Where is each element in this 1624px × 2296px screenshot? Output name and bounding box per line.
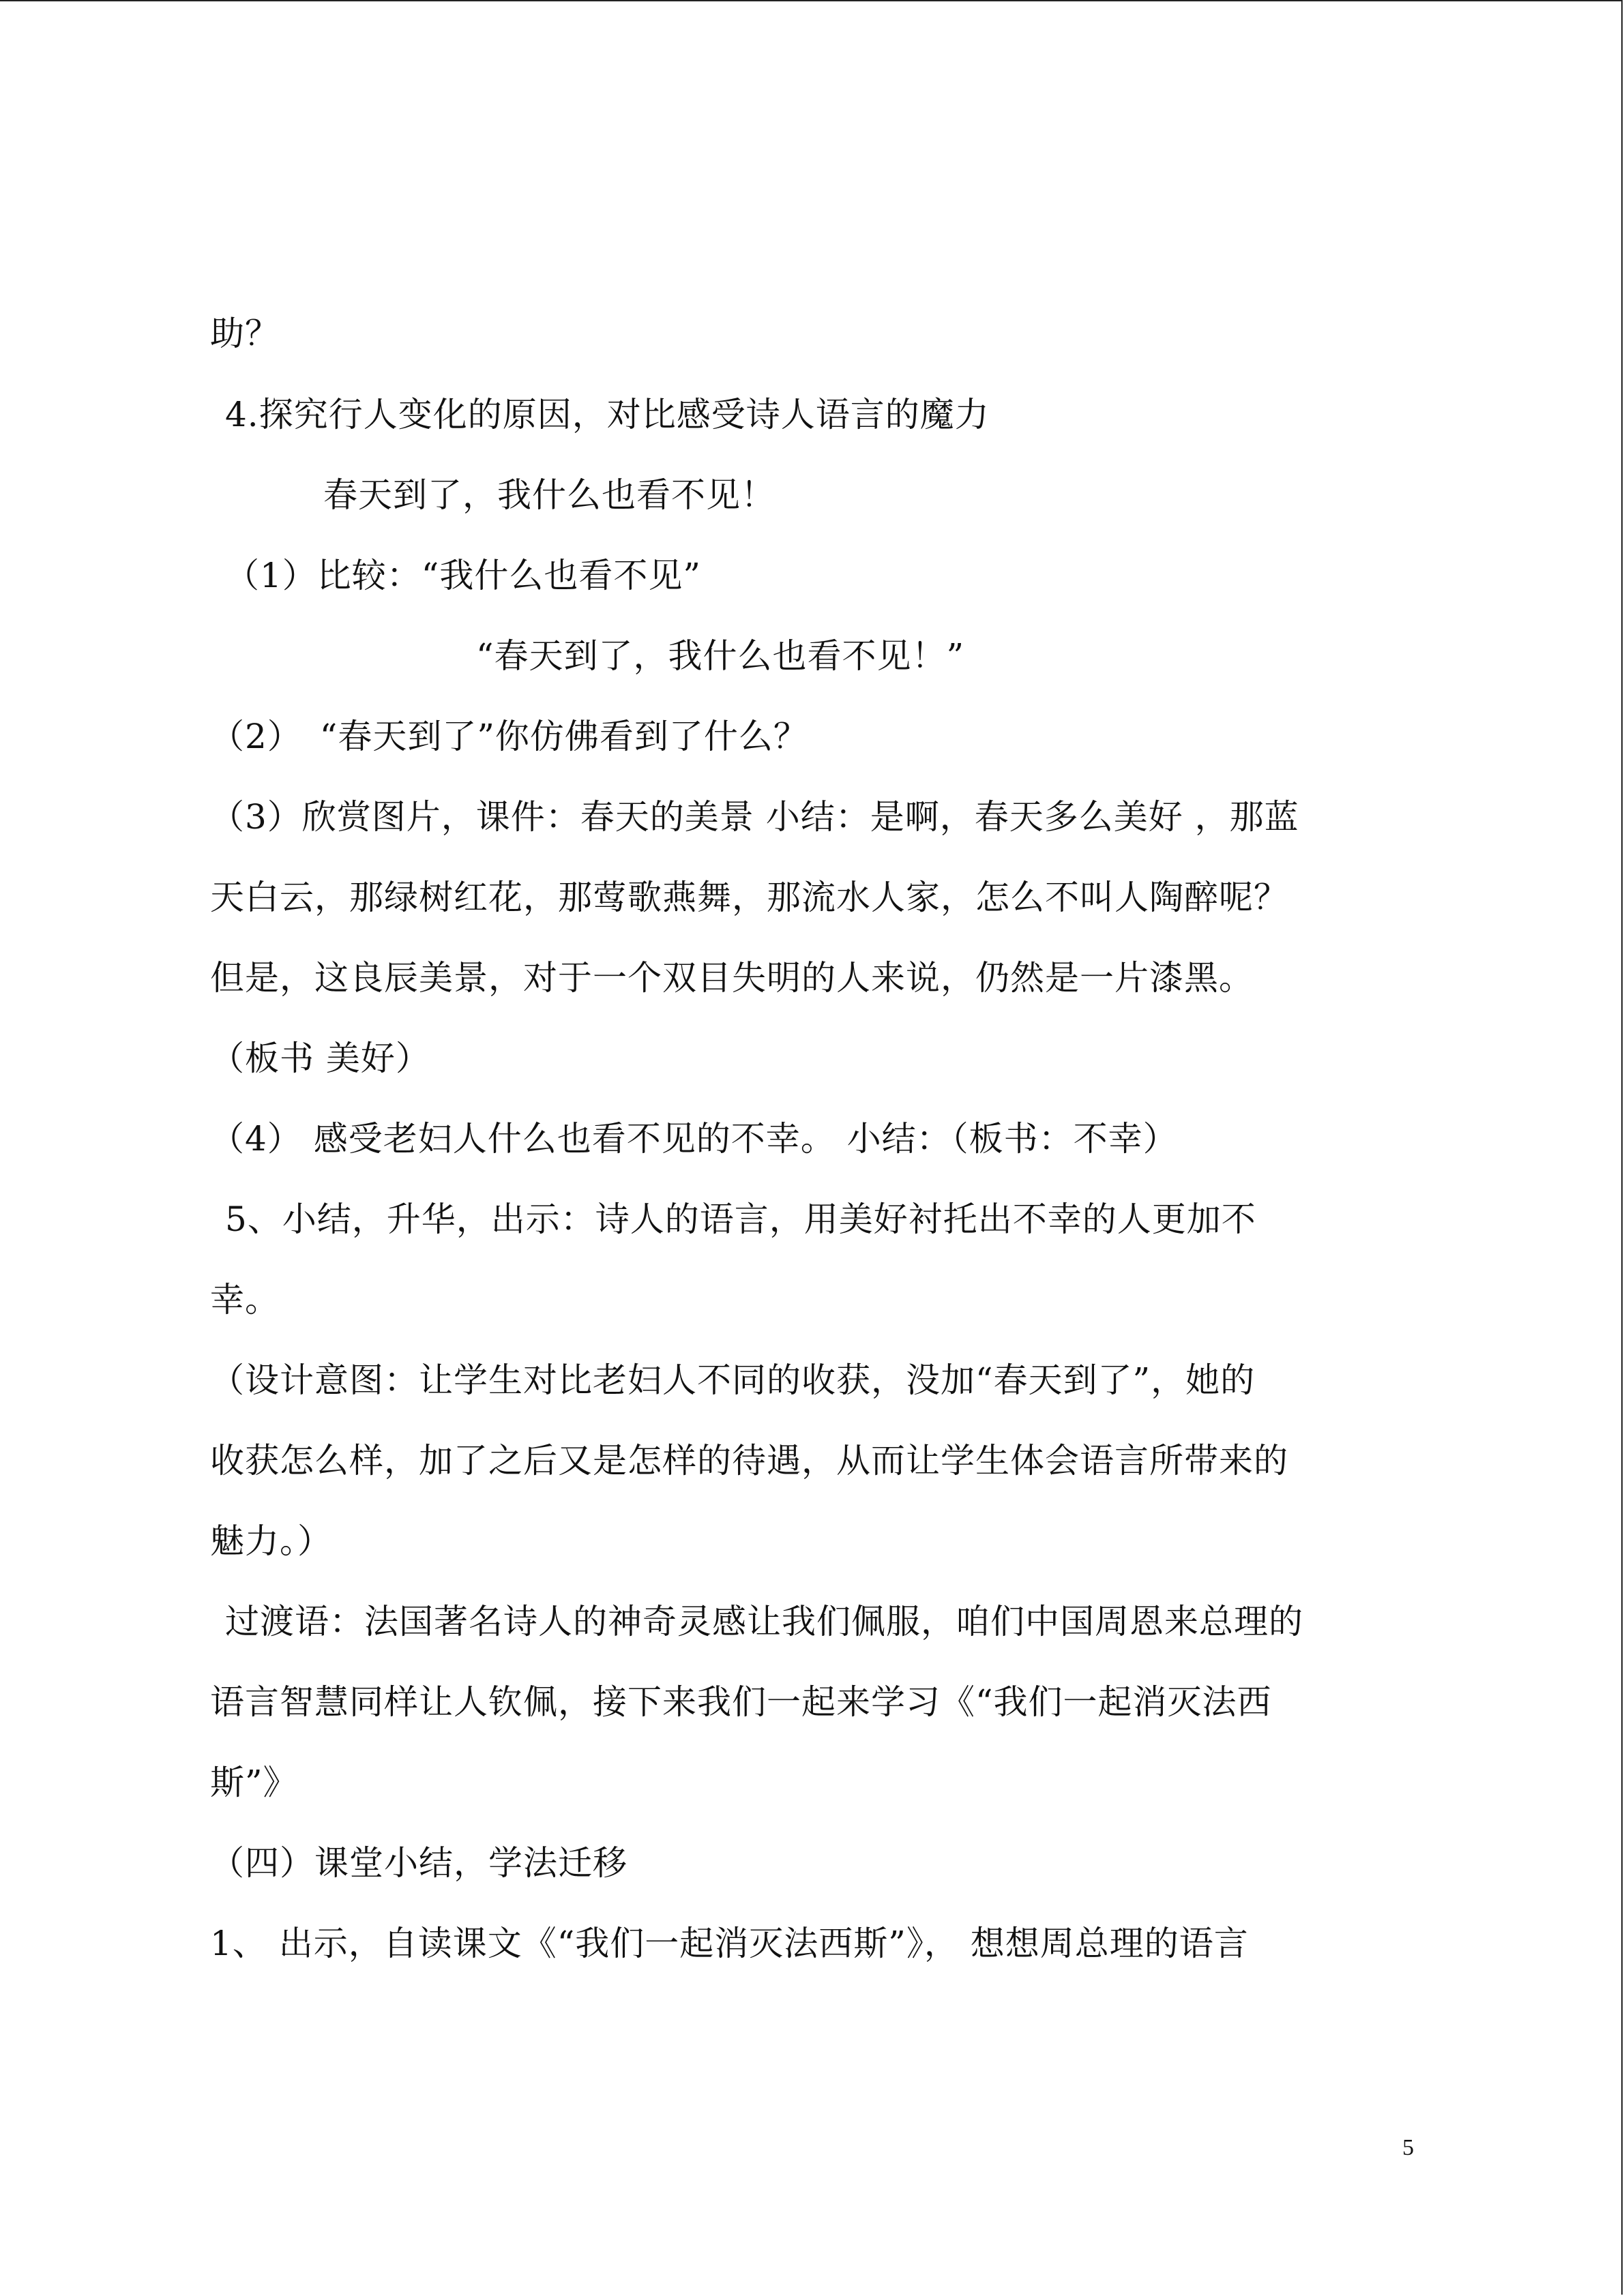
text-line-14: （设计意图：让学生对比老妇人不同的收获，没加“春天到了”，她的: [210, 1360, 1256, 1400]
text-line-4: （1）比较：“我什么也看不见”: [225, 556, 701, 595]
text-line-7: （3）欣赏图片，课件：春天的美景 小结：是啊，春天多么美好 ，那蓝: [210, 797, 1299, 837]
text-line-18: 语言智慧同样让人钦佩，接下来我们一起来学习《“我们一起消灭法西: [210, 1682, 1272, 1722]
text-line-16: 魅力。）: [210, 1521, 332, 1561]
text-line-3: 春天到了，我什么也看不见！: [323, 475, 776, 515]
text-line-8: 天白云，那绿树红花，那莺歌燕舞，那流水人家，怎么不叫人陶醉呢？: [210, 878, 1288, 917]
text-line-2: 4.探究行人变化的原因，对比感受诗人语言的魔力: [225, 395, 990, 434]
text-line-9: 但是，这良辰美景，对于一个双目失明的人来说，仍然是一片漆黑。: [210, 958, 1254, 998]
text-line-17: 过渡语：法国著名诗人的神奇灵感让我们佩服，咱们中国周恩来总理的: [225, 1602, 1303, 1641]
text-line-15: 收获怎么样，加了之后又是怎样的待遇，从而让学生体会语言所带来的: [210, 1441, 1288, 1480]
text-line-5: “春天到了，我什么也看不见！”: [476, 636, 965, 676]
text-line-10: （板书 美好）: [210, 1039, 430, 1078]
text-line-13: 幸。: [210, 1280, 280, 1320]
text-line-12: 5、小结，升华，出示：诗人的语言，用美好衬托出不幸的人更加不: [225, 1199, 1256, 1239]
page-number: 5: [1402, 2135, 1414, 2160]
text-line-11: （4） 感受老妇人什么也看不见的不幸。 小结：（板书：不幸）: [210, 1119, 1178, 1159]
text-line-21: 1、 出示，自读课文《“我们一起消灭法西斯”》， 想想周总理的语言: [210, 1924, 1249, 1963]
text-line-6: （2） “春天到了”你仿佛看到了什么？: [210, 717, 808, 756]
text-line-19: 斯”》: [210, 1763, 298, 1802]
text-line-1: 助？: [210, 314, 280, 353]
text-line-20: （四）课堂小结，学法迁移: [210, 1843, 628, 1883]
